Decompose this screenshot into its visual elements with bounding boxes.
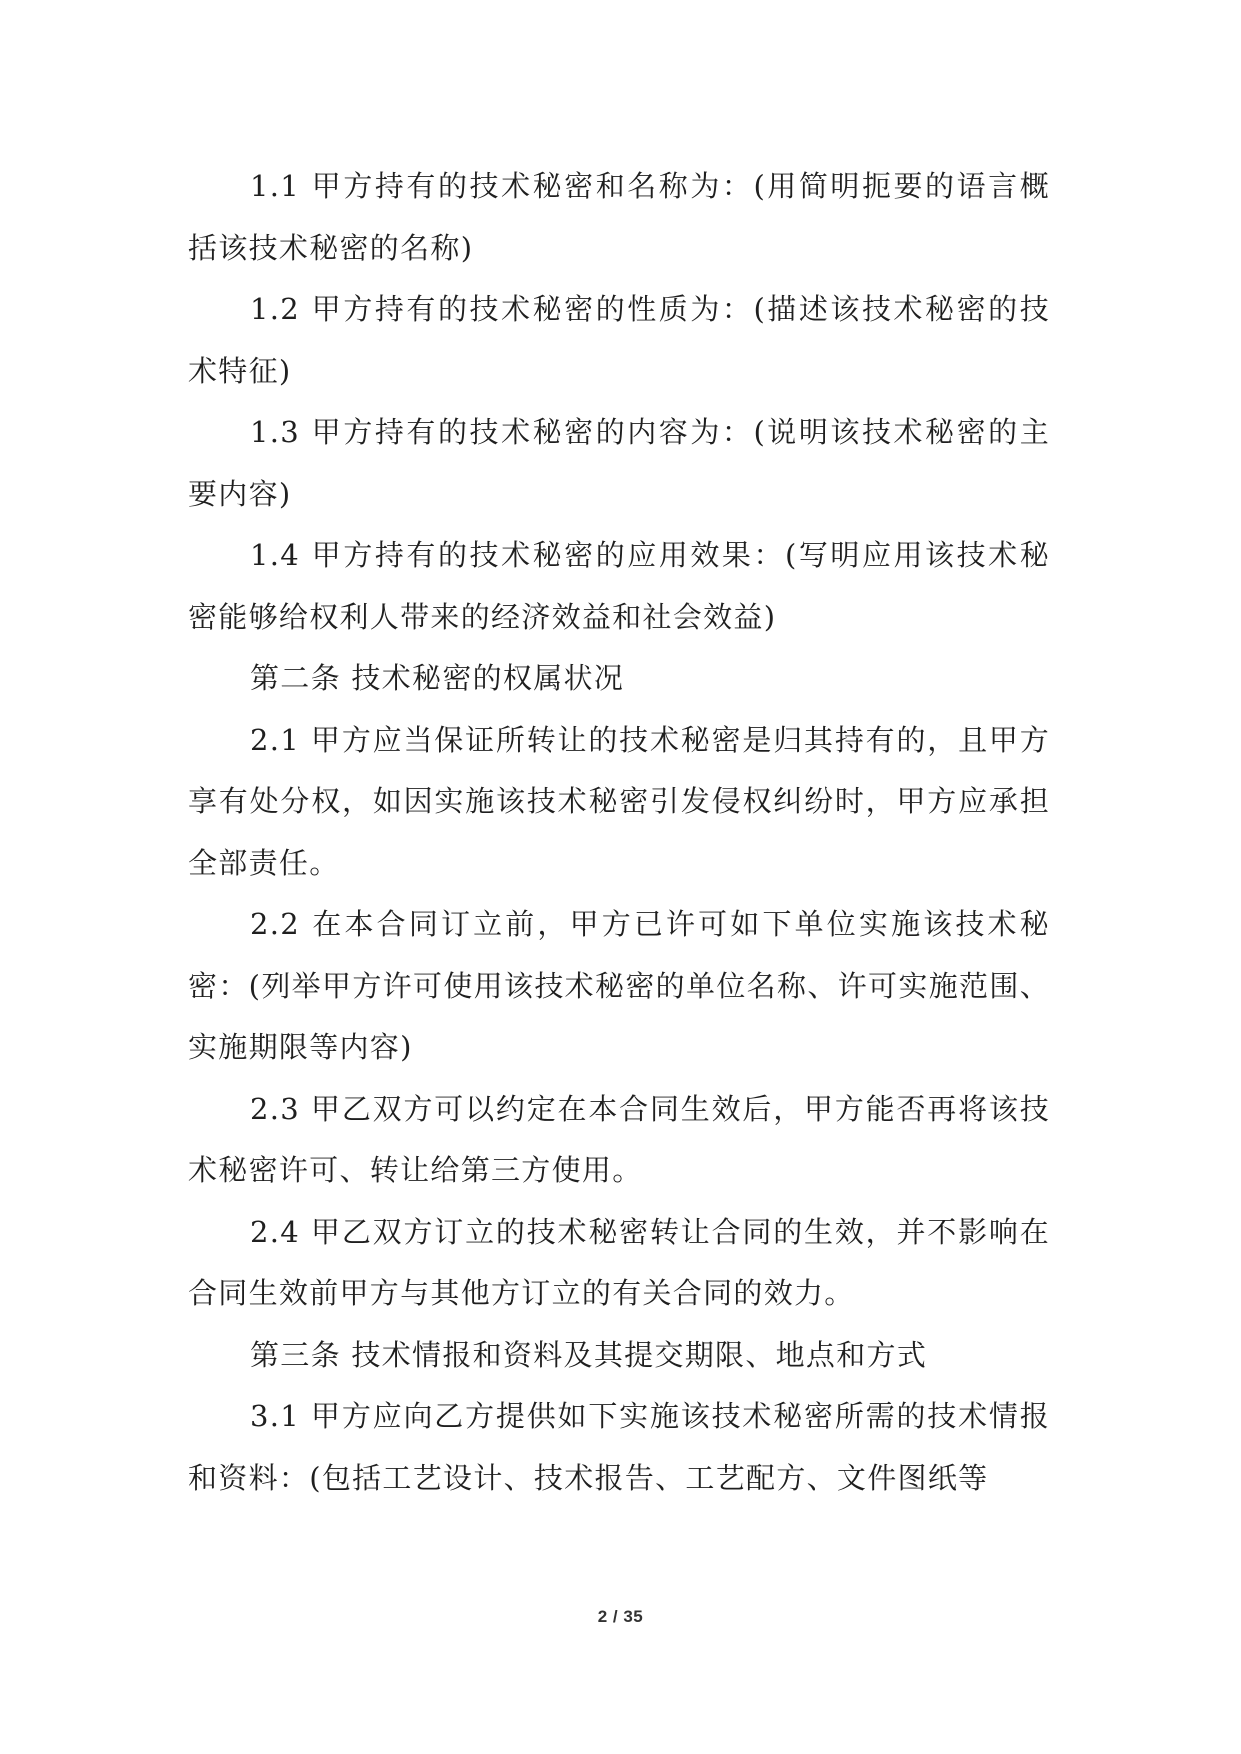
- clause-1-4: 1.4 甲方持有的技术秘密的应用效果：(写明应用该技术秘密能够给权利人带来的经济效益和社会效益): [188, 538, 1050, 634]
- clause-1-1: 1.1 甲方持有的技术秘密和名称为：(用简明扼要的语言概括该技术秘密的名称): [188, 169, 1050, 265]
- clause-2-3: 2.3 甲乙双方可以约定在本合同生效后，甲方能否再将该技术秘密许可、转让给第三方使用。: [188, 1091, 1050, 1187]
- clause-1-2: 1.2 甲方持有的技术秘密的性质为：(描述该技术秘密的技术特征): [188, 292, 1050, 388]
- clause-3-1: 3.1 甲方应向乙方提供如下实施该技术秘密所需的技术情报和资料：(包括工艺设计、技术报告、工艺配方、文件图纸等: [188, 1399, 1050, 1495]
- clause-2-4: 2.4 甲乙双方订立的技术秘密转让合同的生效，并不影响在合同生效前甲方与其他方订立的有关合同的效力。: [188, 1214, 1050, 1310]
- document-body: [188, 156, 1050, 1509]
- clause-2-1: 2.1 甲方应当保证所转让的技术秘密是归其持有的，且甲方享有处分权，如因实施该技术秘密引发侵权纠纷时，甲方应承担全部责任。: [188, 722, 1050, 880]
- article-3-heading: 第三条 技术情报和资料及其提交期限、地点和方式: [250, 1337, 928, 1372]
- page-number: 2 / 35: [597, 1607, 644, 1626]
- clause-1-3: 1.3 甲方持有的技术秘密的内容为：(说明该技术秘密的主要内容): [188, 415, 1050, 511]
- article-2-heading: 第二条 技术秘密的权属状况: [250, 661, 625, 695]
- clause-2-2: 2.2 在本合同订立前，甲方已许可如下单位实施该技术秘密：(列举甲方许可使用该技术秘密的单位名称、许可实施范围、实施期限等内容): [188, 907, 1050, 1064]
